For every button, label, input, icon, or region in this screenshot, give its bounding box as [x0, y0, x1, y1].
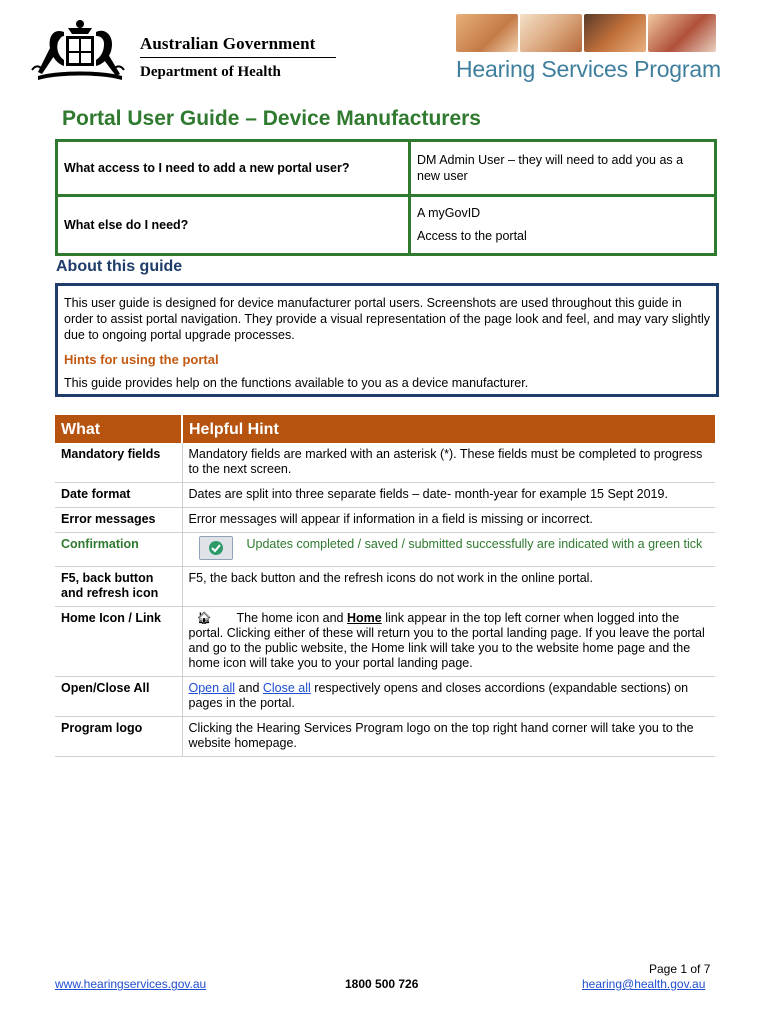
hint-text-cell — [182, 677, 715, 717]
hints-text: This guide provides help on the functions available to you as a device manufacturer. — [64, 376, 529, 390]
hint-what: Confirmation — [55, 533, 182, 567]
column-header-what: What — [55, 415, 182, 443]
access-answer — [410, 196, 716, 255]
phone-number: 1800 500 726 — [345, 977, 419, 991]
coat-of-arms-logo — [28, 14, 132, 86]
close-all-link[interactable]: Close all — [262, 681, 311, 695]
table-row — [55, 717, 715, 757]
website-link[interactable]: www.hearingservices.gov.au — [55, 977, 207, 991]
table-row — [55, 677, 715, 717]
email-link[interactable]: hearing@health.gov.au — [582, 977, 706, 991]
home-link[interactable]: Home — [347, 611, 382, 625]
helpful-hints-table — [55, 415, 715, 757]
hint-what: Home Icon / Link — [55, 607, 182, 677]
page-title: Portal User Guide – Device Manufacturers — [62, 107, 481, 130]
answer-line: Access to the portal — [417, 229, 527, 243]
photo-4 — [648, 14, 716, 52]
hint-text-pre: The home icon and — [236, 611, 347, 625]
table-row — [57, 141, 716, 196]
hint-text-cell — [182, 607, 715, 677]
hint-what: F5, back button and refresh icon — [55, 567, 182, 607]
table-row — [55, 567, 715, 607]
photo-2 — [520, 14, 582, 52]
hint-text-cell — [182, 533, 715, 567]
photo-1 — [456, 14, 518, 52]
program-photo-strip[interactable] — [456, 14, 718, 52]
hint-text-post: link appear in the top left corner when logged into the portal. Clicking either of these will return you to the portal landing page. If you leave the portal and go to the public website, the Home link will take you to the website home page and the home icon will take you to your portal landing page. — [188, 611, 705, 670]
green-tick-icon — [199, 536, 233, 560]
hint-what: Date format — [55, 483, 182, 508]
hint-text: Mandatory fields are marked with an asterisk (*). These fields must be completed to progress to the next screen. — [182, 443, 715, 483]
table-row — [55, 533, 715, 567]
table-row — [55, 483, 715, 508]
open-all-link[interactable]: Open all — [188, 681, 236, 695]
about-box — [55, 283, 719, 397]
access-question: What access to I need to add a new portal user? — [57, 141, 410, 196]
hint-what: Open/Close All — [55, 677, 182, 717]
table-row — [55, 508, 715, 533]
table-row — [57, 196, 716, 255]
photo-3 — [584, 14, 646, 52]
hint-text: Error messages will appear if information in a field is missing or incorrect. — [182, 508, 715, 533]
answer-line: A myGovID — [417, 206, 481, 220]
hint-text: Dates are split into three separate fields – date- month-year for example 15 Sept 2019. — [182, 483, 715, 508]
about-heading: About this guide — [56, 258, 183, 275]
page-number: Page 1 of 7 — [649, 962, 711, 976]
hint-what: Program logo — [55, 717, 182, 757]
hint-what: Mandatory fields — [55, 443, 182, 483]
hint-text: Clicking the Hearing Services Program logo on the top right hand corner will take you to the website homepage. — [182, 717, 715, 757]
hint-what: Error messages — [55, 508, 182, 533]
hint-text-post: respectively opens and closes accordions (expandable sections) on pages in the portal. — [188, 681, 689, 710]
access-answer: DM Admin User – they will need to add you as a new user — [410, 141, 716, 196]
column-header-helpful-hint: Helpful Hint — [182, 415, 715, 443]
government-name: Australian Government — [140, 34, 316, 53]
access-requirements-table — [55, 139, 717, 256]
table-header-row — [55, 415, 715, 443]
hint-text: Updates completed / saved / submitted successfully are indicated with a green tick — [246, 537, 703, 551]
hints-heading: Hints for using the portal — [64, 352, 219, 367]
divider — [140, 57, 336, 58]
table-row — [55, 443, 715, 483]
table-row — [55, 607, 715, 677]
access-question: What else do I need? — [57, 196, 410, 255]
home-icon[interactable]: 🏠︎ — [196, 611, 212, 625]
hint-text: F5, the back button and the refresh icons do not work in the online portal. — [182, 567, 715, 607]
hearing-services-program-logo[interactable]: Hearing Services Program — [456, 56, 721, 82]
about-text: This user guide is designed for device manufacturer portal users. Screenshots are used throughout this guide in order to assist portal navigation. They provide a visual representation of the page look and feel, and may vary slightly due to ongoing portal upgrade processes. — [64, 296, 710, 342]
department-name: Department of Health — [140, 64, 281, 80]
hint-text-mid: and — [235, 681, 263, 695]
